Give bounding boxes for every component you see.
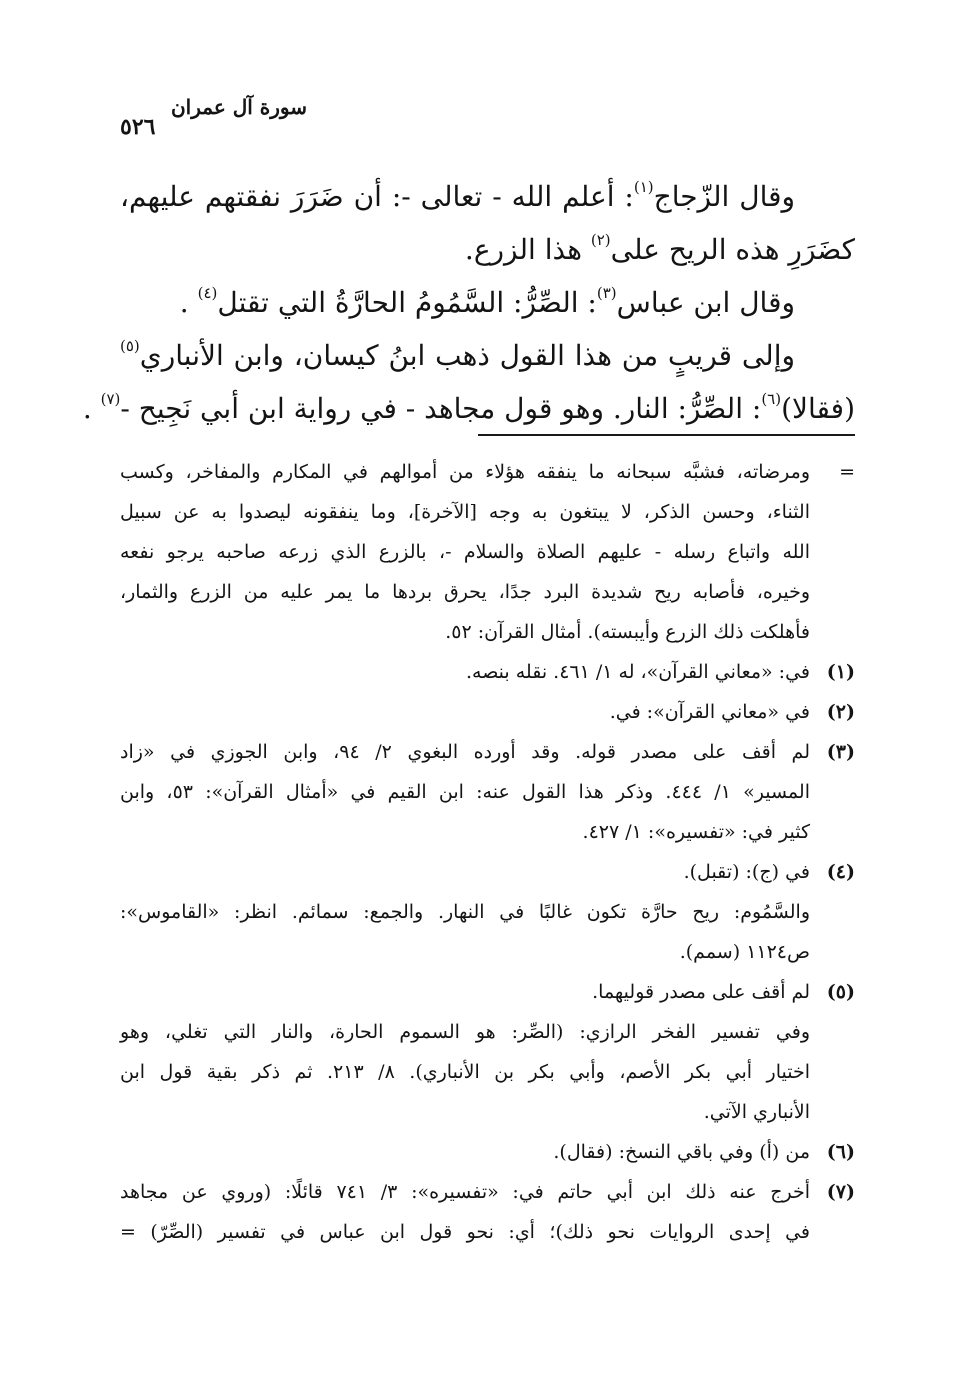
main-line-4: وإلى قريبٍ من هذا القول ذهب ابنُ كيسان، وابن الأنباري$^{(٥)}$ <box>120 337 795 372</box>
footnote-continuation-line: وخيره، فأصابه ريح شديدة البرد جدًا، يحرق بردها ما يمر عليه من الزرع والثمار، <box>120 581 810 603</box>
footnote-ref-3: (٣) <box>596 284 617 302</box>
footnote-3: (٣) لم أقف على مصدر قوله. وقد أورده البغوي ٢/ ٩٤، وابن الجوزي في «زاد <box>120 732 855 772</box>
footnote-3-line: المسير» ١/ ٤٤٤. وذكر هذا القول عنه: ابن القيم في «أمثال القرآن»: ٥٣، وابن <box>120 781 810 803</box>
footnote-7-line: في إحدى الروايات نحو ذلك)؛ أي: نحو قول ابن عباس في تفسير (الصِّرّ) = <box>120 1221 810 1243</box>
footnote-ref-2: (٢) <box>590 231 611 249</box>
footnote-ref-4: (٤) <box>197 284 218 302</box>
footnotes <box>120 452 855 1252</box>
footnote-4-line: والسَّمُوم: ريح حارَّة تكون غالبًا في النهار. والجمع: سمائم. انظر: «القاموس»: <box>120 901 810 923</box>
footnote-5-line: الأنباري الآتي. <box>703 1101 810 1123</box>
footnote-4-line: ص١١٢٤ (سمم). <box>679 941 810 963</box>
footnote-ref-1: (١) <box>633 178 654 196</box>
footnote-5: (٥) لم أقف على مصدر قوليهما. <box>120 972 855 1012</box>
footnote-continuation-line: الله واتباع رسله - عليهم الصلاة والسلام -، بالزرع الذي زرعه صاحبه يرجو نفعه <box>120 541 810 563</box>
footnote-2: (٢) في «معاني القرآن»: في. <box>120 692 855 732</box>
footnote-ref-7: (٧) <box>100 390 121 408</box>
footnote-marker: (٧) <box>826 1181 855 1203</box>
footnote-ref-6: (٦) <box>761 390 782 408</box>
footnote-6: (٦) من (أ) وفي باقي النسخ: (فقال). <box>120 1132 855 1172</box>
continuation-mark: = <box>839 461 855 483</box>
footnote-marker: (٥) <box>826 981 855 1003</box>
footnote-separator-rule <box>478 434 855 436</box>
footnote-5-line: وفي تفسير الفخر الرازي: (الصِّر: هو السموم الحارة، والنار التي تغلي، وهو <box>120 1021 810 1043</box>
main-line-1: وقال الزّجاج$^{(١)}$: أعلم الله - تعالى -: أن ضَرَرَ نفقتهم عليهم، <box>120 178 796 213</box>
footnote-continuation-line: فأهلكت ذلك الزرع وأيبسته). أمثال القرآن: ٥٢. <box>445 621 810 643</box>
footnote-continuation-line: = ومرضاته، فشبَّه سبحانه ما ينفقه هؤلاء من أموالهم في المكارم والمفاخر، وكسب <box>120 452 855 492</box>
footnote-1: (١) في: «معاني القرآن»، له ١/ ٤٦١. نقله بنصه. <box>120 652 855 692</box>
main-line-5: (فقالا)$^{(٦)}$: الصِّرُّ: النار. وهو قول مجاهد - في رواية ابن أبي نَجِيح -$^{(٧)}$ . <box>82 390 855 425</box>
footnote-ref-5: (٥) <box>120 337 140 355</box>
main-text <box>82 170 855 435</box>
footnote-5-line: اختيار أبي بكر الأصم، وأبي بكر بن الأنباري). ٨/ ٢١٣. ثم ذكر بقية قول ابن <box>120 1061 810 1083</box>
main-line-3: وقال ابن عباس$^{(٣)}$: الصِّرُّ: السَّمُومُ الحارَّةُ التي تقتل$^{(٤)}$ . <box>179 284 795 319</box>
footnote-marker: (٦) <box>826 1141 855 1163</box>
footnote-7: (٧) أخرج عنه ذلك ابن أبي حاتم في: «تفسيره»: ٣/ ٧٤١ قائلًا: (وروي عن مجاهد <box>120 1172 855 1212</box>
footnote-marker: (٤) <box>826 861 855 883</box>
footnote-continuation-line: الثناء، وحسن الذكر، لا يبتغون به وجه [الآخرة]، وما ينفقونه ليصدوا به عن سبيل <box>120 501 810 523</box>
footnote-marker: (٣) <box>826 741 855 763</box>
footnote-3-line: كثير في: «تفسيره»: ١/ ٤٢٧. <box>582 821 810 843</box>
footnote-marker: (١) <box>826 661 855 683</box>
footnote-marker: (٢) <box>826 701 855 723</box>
main-line-2: كضَرَرِ هذه الريح على$^{(٢)}$ هذا الزرع. <box>464 231 855 266</box>
footnote-4: (٤) في (ج): (تقبل). <box>120 852 855 892</box>
continuation-mark-end: = <box>120 1221 136 1243</box>
page-number: ٥٢٦ <box>120 114 156 140</box>
running-header-surah-title: سورة آل عمران <box>170 95 307 119</box>
